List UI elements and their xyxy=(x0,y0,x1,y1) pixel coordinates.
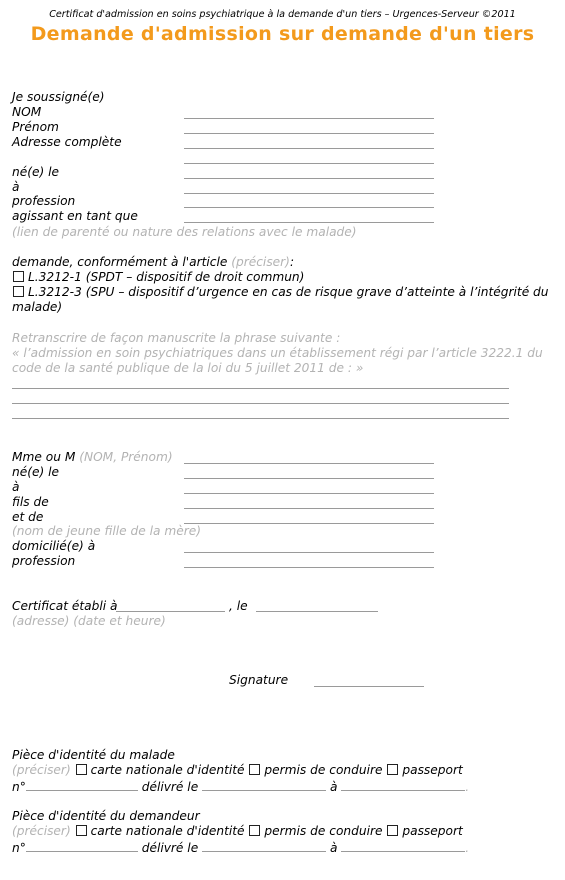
certificat-lieu-field[interactable] xyxy=(116,611,225,612)
demandeur-delivre-field[interactable] xyxy=(202,840,326,852)
malade-permis-label: permis de conduire xyxy=(264,763,383,777)
demande-label: demande, conformément à l'article xyxy=(12,255,228,269)
lien-hint: (lien de parenté ou nature des relations avec le malade) xyxy=(12,225,357,239)
demandeur-delivre-label: délivré le xyxy=(141,841,199,855)
demandeur-cni-label: carte nationale d'identité xyxy=(90,824,245,838)
agissant-field[interactable] xyxy=(184,222,434,223)
id-malade-title: Pièce d'identité du malade xyxy=(12,748,175,762)
demandeur-period: . xyxy=(465,841,470,855)
profession-field[interactable] xyxy=(184,207,434,208)
ne-le-field[interactable] xyxy=(184,178,434,179)
id-demandeur-preciser: (préciser) xyxy=(12,824,71,838)
profession-label: profession xyxy=(12,194,76,208)
domicilie-field[interactable] xyxy=(184,552,434,553)
nom-prenom-hint: (NOM, Prénom) xyxy=(79,450,173,464)
transcription-quote-line1: « l’admission en soin psychiatriques dans un établissement régi par l’article 3222.1 du xyxy=(12,346,543,360)
option-spdt[interactable] xyxy=(12,270,304,285)
certificat-hint: (adresse) (date et heure) xyxy=(12,614,166,628)
demande-colon: : xyxy=(289,255,295,269)
transcription-line-1[interactable] xyxy=(12,388,509,389)
checkbox-malade-cni[interactable] xyxy=(76,764,87,775)
demandeur-permis-label: permis de conduire xyxy=(264,824,383,838)
malade-passeport-label: passeport xyxy=(402,763,463,777)
form-title: Demande d'admission sur demande d'un tiers xyxy=(30,23,535,45)
transcription-instruction: Retranscrire de façon manuscrite la phrase suivante : xyxy=(12,331,341,345)
demandeur-no-label: n° xyxy=(12,841,26,855)
adresse-field-line2[interactable] xyxy=(184,163,434,164)
id-demandeur-title: Pièce d'identité du demandeur xyxy=(12,809,200,823)
nom-label: NOM xyxy=(12,105,42,119)
demandeur-a-label: à xyxy=(329,841,338,855)
mme-ou-m-label: Mme ou M xyxy=(12,450,76,464)
prenom-label: Prénom xyxy=(12,120,59,134)
et-de-field[interactable] xyxy=(184,523,434,524)
adresse-field-line1[interactable] xyxy=(184,148,434,149)
patient-profession-label: profession xyxy=(12,554,76,568)
id-malade-preciser: (préciser) xyxy=(12,763,71,777)
malade-period: . xyxy=(465,780,470,794)
domicilie-label: domicilié(e) à xyxy=(12,539,96,553)
demandeur-lieu-field[interactable] xyxy=(341,840,465,852)
transcription-line-2[interactable] xyxy=(12,403,509,404)
mme-ou-m-line xyxy=(12,450,173,465)
ne-le-label: né(e) le xyxy=(12,165,59,179)
option-spdt-label: L.3212-1 (SPDT – dispositif de droit commun) xyxy=(28,270,305,284)
certificat-date-field[interactable] xyxy=(256,611,378,612)
lieu-naissance-field[interactable] xyxy=(184,193,434,194)
a-label: à xyxy=(12,180,20,194)
certificat-le-label: , le xyxy=(229,599,248,613)
checkbox-spu[interactable] xyxy=(13,286,24,297)
option-spu[interactable] xyxy=(12,285,549,300)
id-malade-options xyxy=(12,763,463,778)
malade-delivre-field[interactable] xyxy=(202,779,326,791)
agissant-label: agissant en tant que xyxy=(12,209,138,223)
malade-numero-field[interactable] xyxy=(26,779,138,791)
checkbox-malade-permis[interactable] xyxy=(249,764,260,775)
checkbox-demandeur-passeport[interactable] xyxy=(387,825,398,836)
demandeur-numero-field[interactable] xyxy=(26,840,138,852)
prenom-field[interactable] xyxy=(184,133,434,134)
checkbox-spdt[interactable] xyxy=(13,271,24,282)
patient-nom-field[interactable] xyxy=(184,463,434,464)
certificat-etabli-label: Certificat établi à xyxy=(12,599,118,613)
patient-lieu-field[interactable] xyxy=(184,493,434,494)
malade-cni-label: carte nationale d'identité xyxy=(90,763,245,777)
fils-de-field[interactable] xyxy=(184,508,434,509)
id-malade-numero-line xyxy=(12,779,469,795)
transcription-line-3[interactable] xyxy=(12,418,509,419)
signature-label: Signature xyxy=(229,673,289,687)
intro-label: Je soussigné(e) xyxy=(12,90,105,104)
id-demandeur-numero-line xyxy=(12,840,469,856)
checkbox-malade-passeport[interactable] xyxy=(387,764,398,775)
option-spu-continued: malade) xyxy=(12,300,63,314)
checkbox-demandeur-permis[interactable] xyxy=(249,825,260,836)
patient-profession-field[interactable] xyxy=(184,567,434,568)
id-demandeur-options xyxy=(12,824,463,839)
demandeur-passeport-label: passeport xyxy=(402,824,463,838)
adresse-label: Adresse complète xyxy=(12,135,122,149)
malade-no-label: n° xyxy=(12,780,26,794)
signature-field[interactable] xyxy=(314,686,424,687)
preciser-hint: (préciser) xyxy=(231,255,290,269)
option-spu-label: L.3212-3 (SPU – dispositif d’urgence en cas de risque grave d’atteinte à l’intégrité du xyxy=(28,285,549,299)
fils-de-label: fils de xyxy=(12,495,49,509)
malade-lieu-field[interactable] xyxy=(341,779,465,791)
demande-line xyxy=(12,255,294,270)
patient-a-label: à xyxy=(12,480,20,494)
patient-ne-le-label: né(e) le xyxy=(12,465,59,479)
malade-a-label: à xyxy=(329,780,338,794)
patient-ne-le-field[interactable] xyxy=(184,478,434,479)
nom-field[interactable] xyxy=(184,118,434,119)
form-subtitle: Certificat d'admission en soins psychiatrique à la demande d'un tiers – Urgences-Serveur ©2011 xyxy=(49,9,516,20)
malade-delivre-label: délivré le xyxy=(141,780,199,794)
checkbox-demandeur-cni[interactable] xyxy=(76,825,87,836)
transcription-quote-line2: code de la santé publique de la loi du 5 juillet 2011 de : » xyxy=(12,361,364,375)
jeune-fille-hint: (nom de jeune fille de la mère) xyxy=(12,524,201,538)
et-de-label: et de xyxy=(12,510,44,524)
